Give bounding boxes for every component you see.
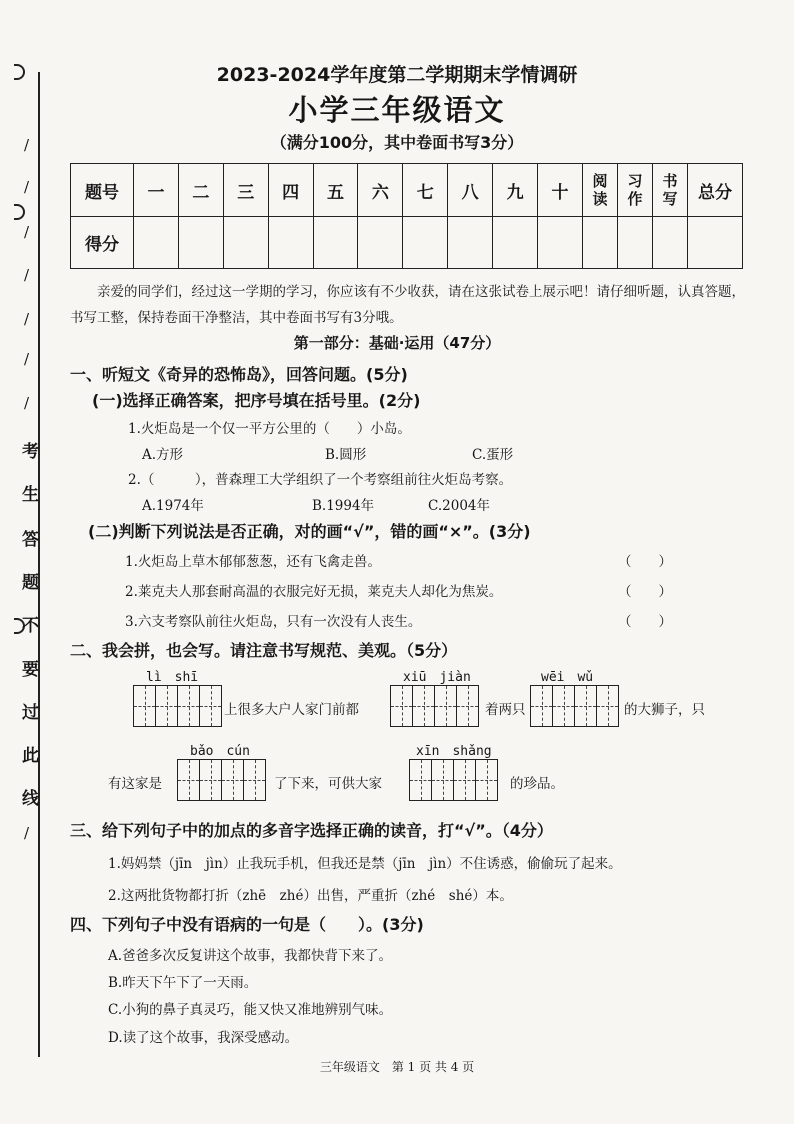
score-cell[interactable] [653, 217, 688, 269]
grid-cell[interactable] [391, 686, 413, 726]
q4-title: 四、下列句子中没有语病的一句是（ ）。(3分) [70, 915, 424, 934]
score-header-cell: 十 [538, 164, 583, 217]
grid-cell[interactable] [597, 686, 618, 726]
grid-cell[interactable] [553, 686, 575, 726]
score-cell[interactable] [688, 217, 743, 269]
score-cell[interactable] [178, 217, 223, 269]
margin-slash: / [24, 394, 30, 412]
q4-option-a: A.爸爸多次反复讲这个故事，我都快背下来了。 [108, 948, 393, 964]
writing-grid[interactable] [409, 759, 498, 801]
grid-cell[interactable] [435, 686, 457, 726]
margin-char: 不 [22, 616, 39, 636]
grid-cell[interactable] [476, 760, 497, 800]
pinyin-prompt: lì shī [146, 670, 199, 685]
score-header-cell: 二 [178, 164, 223, 217]
grid-cell[interactable] [244, 760, 265, 800]
writing-grid[interactable] [530, 685, 619, 727]
q1-item1-stem: 1.火炬岛是一个仅一平方公里的（ ）小岛。 [128, 421, 411, 437]
score-cell[interactable] [583, 217, 618, 269]
score-table-header-row [71, 164, 743, 217]
margin-char: 要 [22, 660, 39, 680]
margin-slash: / [24, 136, 30, 154]
margin-char: 生 [22, 485, 39, 505]
score-row-label: 得分 [71, 217, 134, 269]
score-table-score-row [71, 217, 743, 269]
grid-cell[interactable] [178, 760, 200, 800]
q1-judgment-3: 3.六支考察队前往火炬岛，只有一次没有人丧生。 [125, 614, 422, 630]
intro-paragraph: 亲爱的同学们，经过这一学期的学习，你应该有不少收获，请在这张试卷上展示吧！请仔细听题，认真答题，书写工整，保持卷面干净整洁，其中卷面书写有3分哦。 [70, 284, 745, 326]
grid-cell[interactable] [200, 760, 222, 800]
handwriting-label: 书写 [662, 172, 678, 208]
grid-cell[interactable] [432, 760, 454, 800]
q1-judgment-1: 1.火炬岛上草木郁郁葱葱，还有飞禽走兽。 [125, 554, 381, 570]
pinyin-prompt: xiū jiàn [403, 670, 471, 685]
score-header-cell: 四 [268, 164, 313, 217]
score-cell[interactable] [618, 217, 653, 269]
score-header-cell: 八 [448, 164, 493, 217]
grid-cell[interactable] [454, 760, 476, 800]
binding-hole [14, 204, 25, 220]
margin-slash: / [24, 350, 30, 368]
margin-slash: / [24, 178, 30, 196]
q1-title: 一、听短文《奇异的恐怖岛》，回答问题。(5分) [70, 365, 408, 384]
writing-grid[interactable] [390, 685, 479, 727]
score-header-cell: 题号 [71, 164, 134, 217]
binding-line [38, 72, 40, 1057]
exam-subject-title: 小学三年级语文 [288, 93, 506, 127]
q1-item2-option-a: A.1974年 [142, 498, 204, 514]
q2-text: 上很多大户人家门前都 [224, 702, 359, 718]
score-header-cell: 九 [493, 164, 538, 217]
score-cell[interactable] [313, 217, 358, 269]
q4-option-c: C.小狗的鼻子真灵巧，能又快又准地辨别气味。 [108, 1002, 393, 1018]
q1-item2-option-b: B.1994年 [312, 498, 375, 514]
part1-title: 第一部分：基础·运用（47分） [293, 334, 501, 352]
pinyin-prompt: xīn shǎng [416, 744, 492, 759]
score-cell[interactable] [403, 217, 448, 269]
full-score-note: （满分100分，其中卷面书写3分） [270, 133, 524, 152]
q2-text: 了下来，可供大家 [274, 776, 382, 792]
grid-cell[interactable] [413, 686, 435, 726]
margin-char: 线 [22, 789, 39, 809]
margin-slash: / [24, 310, 30, 328]
grid-cell[interactable] [457, 686, 478, 726]
score-cell[interactable] [268, 217, 313, 269]
q4-option-b: B.昨天下午下了一天雨。 [108, 975, 258, 991]
q1-judgment-2: 2.莱克夫人那套耐高温的衣服完好无损，莱克夫人却化为焦炭。 [125, 584, 503, 600]
q3-title: 三、给下列句子中的加点的多音字选择正确的读音，打“√”。（4分） [70, 821, 553, 840]
score-header-cell [653, 164, 688, 217]
score-cell[interactable] [493, 217, 538, 269]
writing-grid[interactable] [177, 759, 266, 801]
q2-text: 有这家是 [108, 776, 162, 792]
score-cell[interactable] [223, 217, 268, 269]
q3-line-1: 1.妈妈禁（jīn jìn）止我玩手机，但我还是禁（jīn jìn）不住诱惑，偷偷玩了起来。 [108, 856, 622, 872]
score-header-cell: 三 [223, 164, 268, 217]
writing-label: 习作 [627, 172, 643, 208]
q2-text: 的珍品。 [510, 776, 564, 792]
score-header-cell [583, 164, 618, 217]
grid-cell[interactable] [410, 760, 432, 800]
q1-item1-option-b: B.圆形 [325, 447, 367, 463]
margin-char: 此 [22, 746, 39, 766]
margin-char: 题 [22, 573, 39, 593]
pinyin-prompt: bǎo cún [190, 744, 250, 759]
score-cell[interactable] [358, 217, 403, 269]
q3-line-2: 2.这两批货物都打折（zhē zhé）出售，严重折（zhé shé）本。 [108, 888, 513, 904]
grid-cell[interactable] [200, 686, 221, 726]
q2-text: 的大狮子，只 [624, 702, 705, 718]
score-header-cell [618, 164, 653, 217]
judgment-answer-paren[interactable]: （ ） [618, 584, 672, 600]
margin-char: 过 [22, 703, 39, 723]
q1-sub2-title: (二)判断下列说法是否正确，对的画“√”，错的画“×”。(3分) [88, 522, 531, 541]
q1-item1-option-a: A.方形 [142, 447, 184, 463]
q1-item1-option-c: C.蛋形 [472, 447, 514, 463]
judgment-answer-paren[interactable]: （ ） [618, 614, 672, 630]
score-table [70, 163, 743, 269]
score-header-cell: 五 [313, 164, 358, 217]
score-header-cell: 六 [358, 164, 403, 217]
margin-slash: / [24, 824, 30, 842]
grid-cell[interactable] [178, 686, 200, 726]
score-header-cell: 总分 [688, 164, 743, 217]
margin-char: 答 [22, 530, 39, 550]
q1-item2-option-c: C.2004年 [428, 498, 490, 514]
score-cell[interactable] [134, 217, 179, 269]
page-footer: 三年级语文 第 1 页 共 4 页 [319, 1060, 475, 1074]
q1-sub1-title: (一)选择正确答案，把序号填在括号里。(2分) [92, 391, 421, 410]
score-header-cell: 七 [403, 164, 448, 217]
q2-text: 着两只 [485, 702, 526, 718]
q1-item2-stem: 2.（ ），普森理工大学组织了一个考察组前往火炬岛考察。 [128, 472, 513, 488]
grid-cell[interactable] [156, 686, 178, 726]
grid-cell[interactable] [575, 686, 597, 726]
grid-cell[interactable] [134, 686, 156, 726]
q2-title: 二、我会拼，也会写。请注意书写规范、美观。（5分） [70, 641, 458, 660]
exam-period-title: 2023-2024学年度第二学期期末学情调研 [216, 64, 578, 86]
score-header-cell: 一 [134, 164, 179, 217]
score-cell[interactable] [538, 217, 583, 269]
writing-grid[interactable] [133, 685, 222, 727]
pinyin-prompt: wēi wǔ [541, 670, 594, 685]
score-cell[interactable] [448, 217, 493, 269]
margin-slash: / [24, 223, 30, 241]
q4-option-d: D.读了这个故事，我深受感动。 [108, 1030, 299, 1046]
grid-cell[interactable] [222, 760, 244, 800]
grid-cell[interactable] [531, 686, 553, 726]
reading-label: 阅读 [592, 172, 608, 208]
margin-slash: / [24, 266, 30, 284]
judgment-answer-paren[interactable]: （ ） [618, 554, 672, 570]
margin-char: 考 [22, 442, 39, 462]
